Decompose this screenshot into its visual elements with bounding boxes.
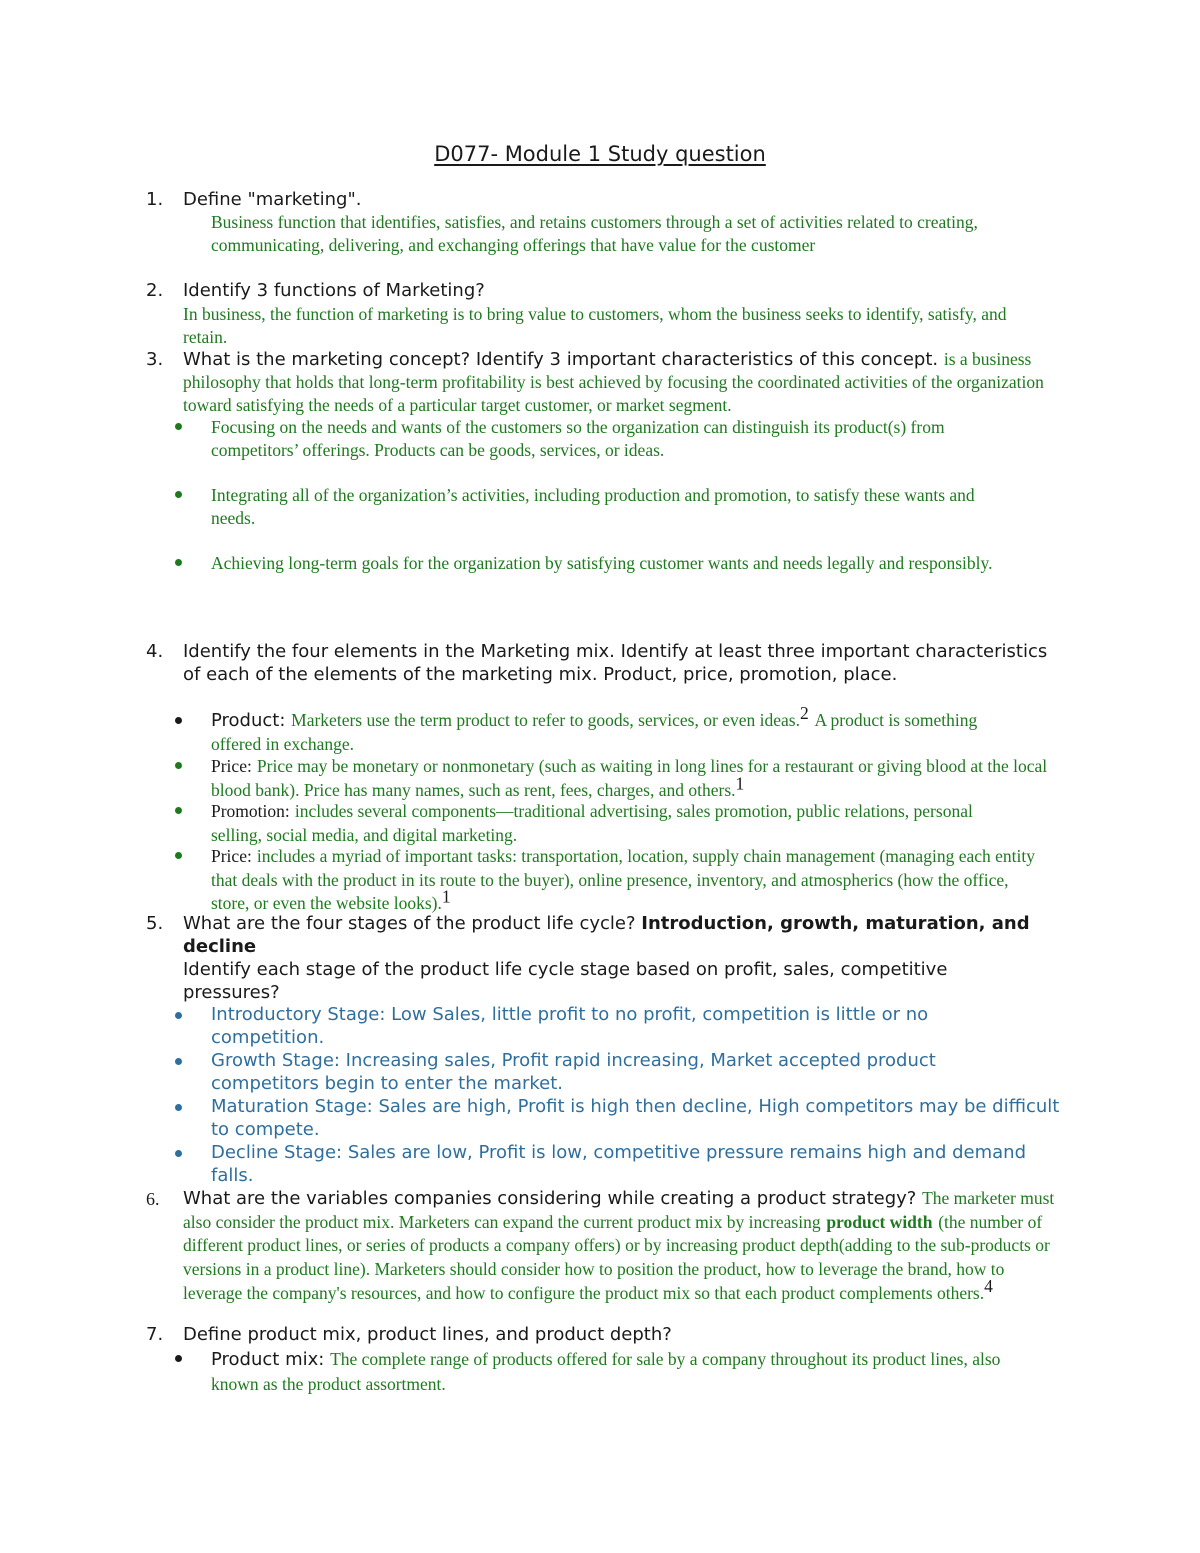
q6-question: What are the variables companies considering while creating a product strategy? <box>183 1188 917 1209</box>
q4-bullet-2-dot <box>175 762 182 769</box>
q4-bullet-2-text: Price may be monetary or nonmonetary (such as waiting in long lines for a restaurant or giving blood at the local blood bank). Price has many names, such as rent, fees, charges, and others. <box>211 756 1048 800</box>
q5-bullet-3: Maturation Stage: Sales are high, Profit is high then decline, High competitors may be difficult to compete. <box>211 1096 1060 1140</box>
q5-number: 5. <box>146 913 164 934</box>
q4-bullet-3 <box>211 800 1011 847</box>
q3-number: 3. <box>146 349 164 370</box>
q4-question: Identify the four elements in the Marketing mix. Identify at least three important characteristics of each of the elements of the marketing mix. Product, price, promotion, place. <box>183 641 1048 685</box>
q4-bullet-2 <box>211 755 1066 802</box>
q6-sup: 4 <box>984 1275 993 1296</box>
q1-answer: Business function that identifies, satisfies, and retains customers through a set of activities related to creating, communicating, delivering, and exchanging offerings that have value for the customer <box>211 212 978 255</box>
q3-bullet-1-dot <box>175 423 182 430</box>
q4-bullet-4-sup: 1 <box>441 887 451 908</box>
q4-bullet-1-label: Product: <box>211 710 286 731</box>
q5-block <box>183 912 1063 1004</box>
q3-bullet-2-dot <box>175 491 182 498</box>
q5-answer-stages: Introduction, growth, maturation, and decline <box>183 913 1030 957</box>
q4-bullet-1-dot <box>175 717 182 724</box>
q6-block <box>183 1187 1063 1306</box>
q6-answer-b: (the number of different product lines, or series of products a company offers) or by increasing product depth(adding to the sub-products or versions in a product line). Marketers should consider how to position the product, how to leverage the brand, how to leverage the company's resources, and how to configure the product mix so that each product complements others. <box>183 1211 1050 1303</box>
q5-bullet-4-dot <box>175 1150 182 1157</box>
q5-bullet-4: Decline Stage: Sales are low, Profit is low, competitive pressure remains high and demand falls. <box>211 1142 1027 1186</box>
q6-answer-a: The marketer must also consider the product mix. Marketers can expand the current product mix by increasing <box>183 1188 1055 1232</box>
q5-bullet-2-dot <box>175 1058 182 1065</box>
q3-bullet-2: Integrating all of the organization’s activities, including production and promotion, to satisfy these wants and needs. <box>211 485 975 528</box>
q7-question: Define product mix, product lines, and product depth? <box>183 1324 672 1345</box>
q7-bullet-1 <box>211 1347 1051 1397</box>
q4-bullet-4-label: Price: <box>211 846 252 866</box>
q5-question: What are the four stages of the product life cycle? <box>183 913 636 934</box>
q7-bullet-1-label: Product mix: <box>211 1349 325 1370</box>
q1-number: 1. <box>146 189 164 210</box>
q4-bullet-1-text2: A product is something offered in exchange. <box>211 710 978 754</box>
q4-bullet-1-sup: 2 <box>799 703 809 723</box>
q2-number: 2. <box>146 280 164 301</box>
q3-question: What is the marketing concept? Identify 3 important characteristics of this concept. <box>183 349 939 370</box>
q2-question: Identify 3 functions of Marketing? <box>183 280 485 301</box>
q5-bullet-3-dot <box>175 1104 182 1111</box>
q5-bullet-1: Introductory Stage: Low Sales, little profit to no profit, competition is little or no competition. <box>211 1004 929 1048</box>
q4-number: 4. <box>146 641 164 662</box>
q4-bullet-1-text: Marketers use the term product to refer to goods, services, or even ideas. <box>291 710 800 730</box>
q4-bullet-3-text: includes several components—traditional advertising, sales promotion, public relations, personal selling, social media, and digital marketing. <box>211 801 973 845</box>
q7-bullet-1-dot <box>175 1355 182 1362</box>
q3-bullet-1: Focusing on the needs and wants of the customers so the organization can distinguish its product(s) from competitors’ offerings. Products can be goods, services, or ideas. <box>211 417 945 460</box>
q4-bullet-4-dot <box>175 852 182 859</box>
q5-bullet-1-dot <box>175 1012 182 1019</box>
page-title: D077- Module 1 Study question <box>434 142 766 166</box>
q4-bullet-2-label: Price: <box>211 756 252 776</box>
q5-bullet-2: Growth Stage: Increasing sales, Profit rapid increasing, Market accepted product competitors begin to enter the market. <box>211 1050 936 1094</box>
q2-answer: In business, the function of marketing is to bring value to customers, whom the business seeks to identify, satisfy, and retain. <box>183 304 1007 347</box>
q7-number: 7. <box>146 1324 164 1345</box>
q1-question: Define "marketing". <box>183 189 362 210</box>
q5-question-2: Identify each stage of the product life cycle stage based on profit, sales, competitive pressures? <box>183 959 948 1003</box>
q7-bullet-1-text: The complete range of products offered for sale by a company throughout its product lines, also known as the product assortment. <box>211 1349 1001 1394</box>
q3-bullet-3-dot <box>175 559 182 566</box>
q3-answer: is a business philosophy that holds that long-term profitability is best achieved by focusing the coordinated activities of the organization toward satisfying the needs of a particular target customer, or market segment. <box>183 349 1044 415</box>
q4-bullet-4 <box>211 845 1051 916</box>
q6-number: 6. <box>146 1189 160 1209</box>
q4-bullet-3-label: Promotion: <box>211 801 290 821</box>
q3-block <box>183 348 1063 417</box>
q4-bullet-2-sup: 1 <box>735 773 745 794</box>
q4-bullet-1 <box>211 703 991 756</box>
q3-bullet-3: Achieving long-term goals for the organization by satisfying customer wants and needs legally and responsibly. <box>211 553 993 573</box>
q6-answer-bold: product width <box>826 1211 933 1232</box>
q4-bullet-4-text: includes a myriad of important tasks: transportation, location, supply chain management (managing each entity that deals with the product in its route to the buyer), online presence, inventory, and atmospherics (how the office, store, or even the website looks). <box>211 846 1035 914</box>
q4-bullet-3-dot <box>175 807 182 814</box>
